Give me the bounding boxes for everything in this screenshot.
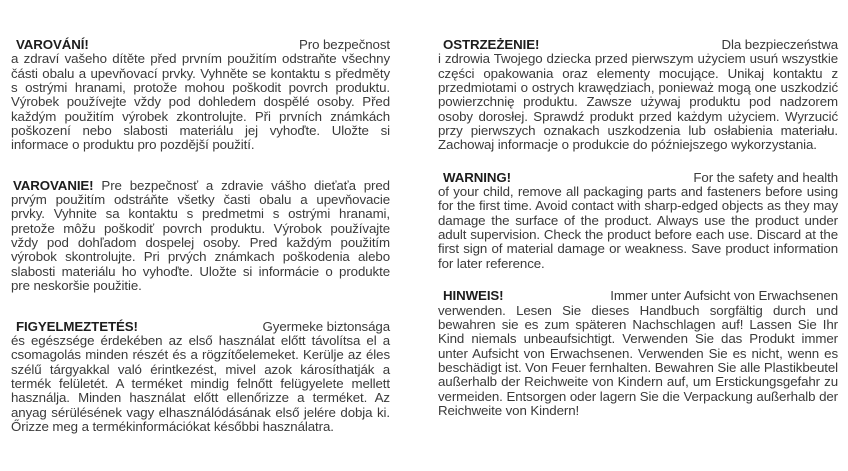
warning-body-polish: i zdrowia Twojego dziecka przed pierwszym użyciem usuń wszystkie części opakowania oraz elementy mocujące. Unikaj kontaktu z przedmiotami o ostrych krawędziach, ponieważ mogą one uszkodzić powierzchnię produktu. Zawsze używaj produktu pod nadzorem osoby dorosłej. Sprawdź produkt przed każdym użyciem. Wyrzucić przy pierwszych oznakach uszkodzenia lub osłabienia materiału. Zachowaj informacje o produkcie do późniejszego wykorzystania. bbox=[438, 51, 838, 153]
warning-first-line-czech bbox=[11, 38, 390, 52]
warning-intro-german: Immer unter Aufsicht von Erwachsenen bbox=[610, 288, 838, 304]
warning-intro-hungarian: Gyermeke biztonsága bbox=[262, 318, 390, 334]
warning-block-english bbox=[438, 171, 838, 271]
warning-block-german bbox=[438, 289, 838, 418]
warning-body-german: verwenden. Lesen Sie dieses Handbuch sorgfältig durch und bewahren sie es zum späteren Nachschlagen auf! Lassen Sie Ihr Kind niemals unbeaufsichtigt. Verwenden Sie das Produkt immer unter Aufsicht von Erwachsenen. Verwenden Sie es nicht, wenn es beschädigt ist. Von Feuer fernhalten. Bewahren Sie alle Plastikbeutel außerhalb der Reichweite von Kindern auf, um Erstickungsgefahr zu vermeiden. Entsorgen oder lagern Sie die Verpackung außerhalb der Reichweite von Kindern! bbox=[438, 302, 838, 418]
warning-intro-polish: Dla bezpieczeństwa bbox=[721, 37, 838, 52]
warning-block-czech bbox=[11, 38, 390, 153]
warning-block-hungarian bbox=[11, 320, 390, 435]
warning-heading-polish: OSTRZEŻENIE! bbox=[443, 37, 540, 52]
warning-body-hungarian: és egészsége érdekében az első használat előtt távolítsa el a csomagolás minden részét és a rögzítőelemeket. Kerülje az éles szélű tárgyakkal való érintkezést, mivel azok károsíthatják a termék felületét. A terméket mindig felnőtt felügyelete mellett használja. Minden használat előtt ellenőrizze a terméket. Az anyag sérülésének vagy elhasználódásának első jelére dobja ki. Őrizze meg a termékinformációkat későbbi használatra. bbox=[11, 332, 390, 434]
warning-block-polish bbox=[438, 38, 838, 153]
warning-first-line-english bbox=[438, 171, 838, 185]
warning-paragraph-slovak bbox=[11, 179, 390, 294]
warning-intro-english: For the safety and health bbox=[693, 169, 838, 185]
warning-heading-english: WARNING! bbox=[443, 169, 511, 185]
warning-first-line-german bbox=[438, 289, 838, 303]
warning-block-slovak bbox=[11, 179, 390, 294]
warning-heading-slovak: VAROVANIE! bbox=[13, 177, 94, 193]
warning-first-line-polish bbox=[438, 38, 838, 52]
right-column bbox=[438, 38, 838, 434]
warning-body-english: of your child, remove all packaging parts and fasteners before using for the first time. Avoid contact with sharp-edged objects as they may damage the surface of the product. Always use the product under adult supervision. Check the product before each use. Discard at the first sign of material damage or weakness. Save product information for later reference. bbox=[438, 184, 838, 271]
warning-heading-german: HINWEIS! bbox=[443, 288, 504, 304]
warning-first-line-hungarian bbox=[11, 320, 390, 334]
warning-body-czech: a zdraví vašeho dítěte před prvním použitím odstraňte všechny části obalu a upevňovací prvky. Vyhněte se kontaktu s předměty s ostrými hranami, protože mohou poškodit povrch produktu. Výrobek používejte vždy pod dohledem dospělé osoby. Před každým použitím výrobek zkontrolujte. Při prvních známkách poškození nebo slabosti materiálu jej vyhoďte. Uložte si informace o produktu pro pozdější použití. bbox=[11, 51, 390, 153]
left-column bbox=[11, 38, 390, 434]
warning-body-slovak: Pre bezpečnosť a zdravie vášho dieťaťa pred prvým použitím odstráňte všetky časti obalu a upevňovacie prvky. Vyhnite sa kontaktu s predmetmi s ostrými hranami, pretože môžu poškodiť povrch produktu. Výrobok používajte vždy pod dohľadom dospelej osoby. Pred každým použitím výrobok skontrolujte. Pri prvých známkach poškodenia alebo slabosti materiálu ho vyhoďte. Uložte si informácie o produkte pre neskoršie použitie. bbox=[11, 177, 390, 294]
warning-heading-hungarian: FIGYELMEZTETÉS! bbox=[16, 318, 138, 334]
warning-heading-czech: VAROVÁNÍ! bbox=[16, 37, 89, 52]
warning-intro-czech: Pro bezpečnost bbox=[299, 37, 390, 52]
